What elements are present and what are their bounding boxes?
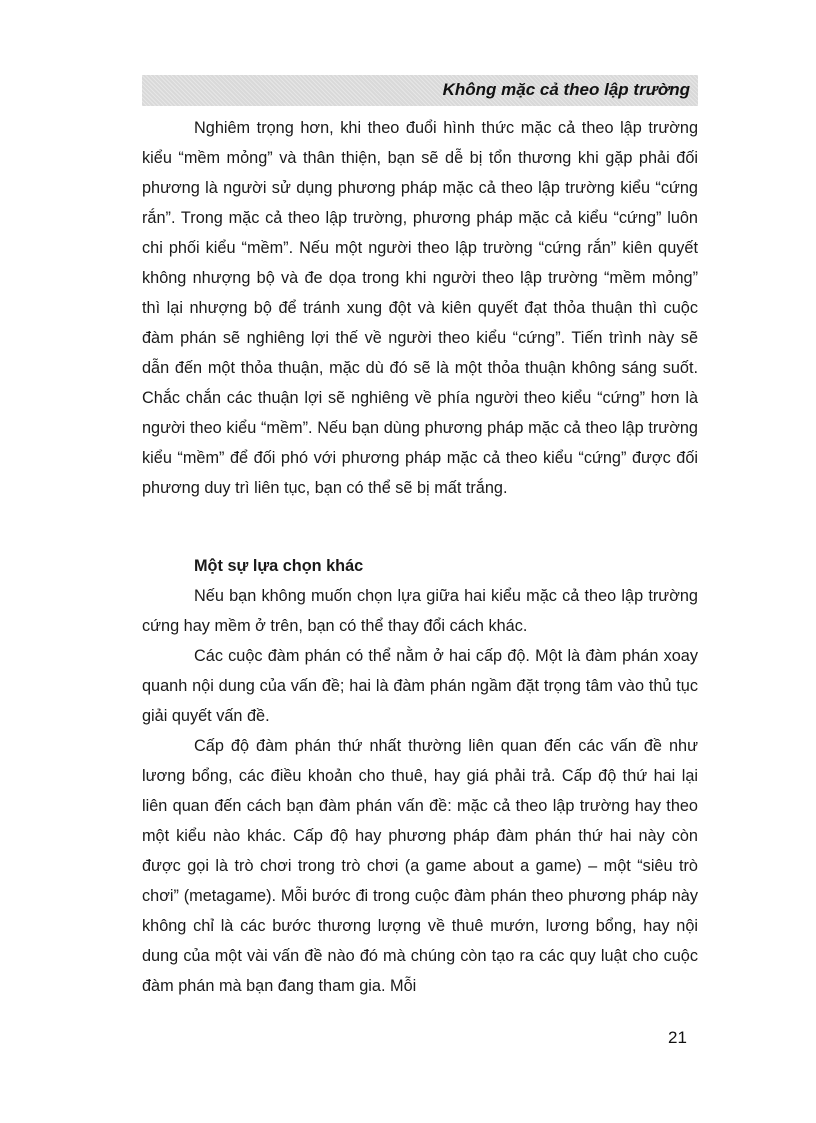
paragraph-1: Nghiêm trọng hơn, khi theo đuổi hình thức mặc cả theo lập trường kiểu “mềm mỏng” và thân thiện, bạn sẽ dễ bị tổn thương khi gặp phải đối phương là người sử dụng phương pháp mặc cả theo lập trường kiểu “cứng rắn”. Trong mặc cả theo lập trường, phương pháp mặc cả kiểu “cứng” luôn chi phối kiểu “mềm”. Nếu một người theo lập trường “cứng rắn” kiên quyết không nhượng bộ và đe dọa trong khi người theo lập trường “mềm mỏng” thì lại nhượng bộ để tránh xung đột và kiên quyết đạt thỏa thuận thì cuộc đàm phán sẽ nghiêng lợi thế về người theo kiểu “cứng”. Tiến trình này sẽ dẫn đến một thỏa thuận, mặc dù đó sẽ là một thỏa thuận không sáng suốt. Chắc chắn các thuận lợi sẽ nghiêng về phía người theo kiểu “cứng” hơn là người theo kiểu “mềm”. Nếu bạn dùng phương pháp mặc cả theo lập trường kiểu “mềm” để đối phó với phương pháp mặc cả theo kiểu “cứng” được đối phương duy trì liên tục, bạn có thể sẽ bị mất trắng. xyxy=(142,119,698,497)
page-number: 21 xyxy=(668,1028,687,1047)
page-body xyxy=(142,113,698,1001)
running-head-band xyxy=(142,75,698,106)
running-head: Không mặc cả theo lập trường xyxy=(442,80,690,99)
section-heading: Một sự lựa chọn khác xyxy=(194,557,364,575)
paragraph-3: Các cuộc đàm phán có thể nằm ở hai cấp độ. Một là đàm phán xoay quanh nội dung của vấn đề; hai là đàm phán ngầm đặt trọng tâm vào thủ tục giải quyết vấn đề. xyxy=(142,647,698,725)
paragraph-2: Nếu bạn không muốn chọn lựa giữa hai kiểu mặc cả theo lập trường cứng hay mềm ở trên, bạn có thể thay đổi cách khác. xyxy=(142,587,698,635)
paragraph-4: Cấp độ đàm phán thứ nhất thường liên quan đến các vấn đề như lương bổng, các điều khoản cho thuê, hay giá phải trả. Cấp độ thứ hai lại liên quan đến cách bạn đàm phán vấn đề: mặc cả theo lập trường hay theo một kiểu nào khác. Cấp độ hay phương pháp đàm phán thứ hai này còn được gọi là trò chơi trong trò chơi (a game about a game) – một “siêu trò chơi” (metagame). Mỗi bước đi trong cuộc đàm phán theo phương pháp này không chỉ là các bước thương lượng về thuê mướn, lương bổng, hay nội dung của một vài vấn đề nào đó mà chúng còn tạo ra các quy luật cho cuộc đàm phán mà bạn đang tham gia. Mỗi xyxy=(142,737,698,995)
